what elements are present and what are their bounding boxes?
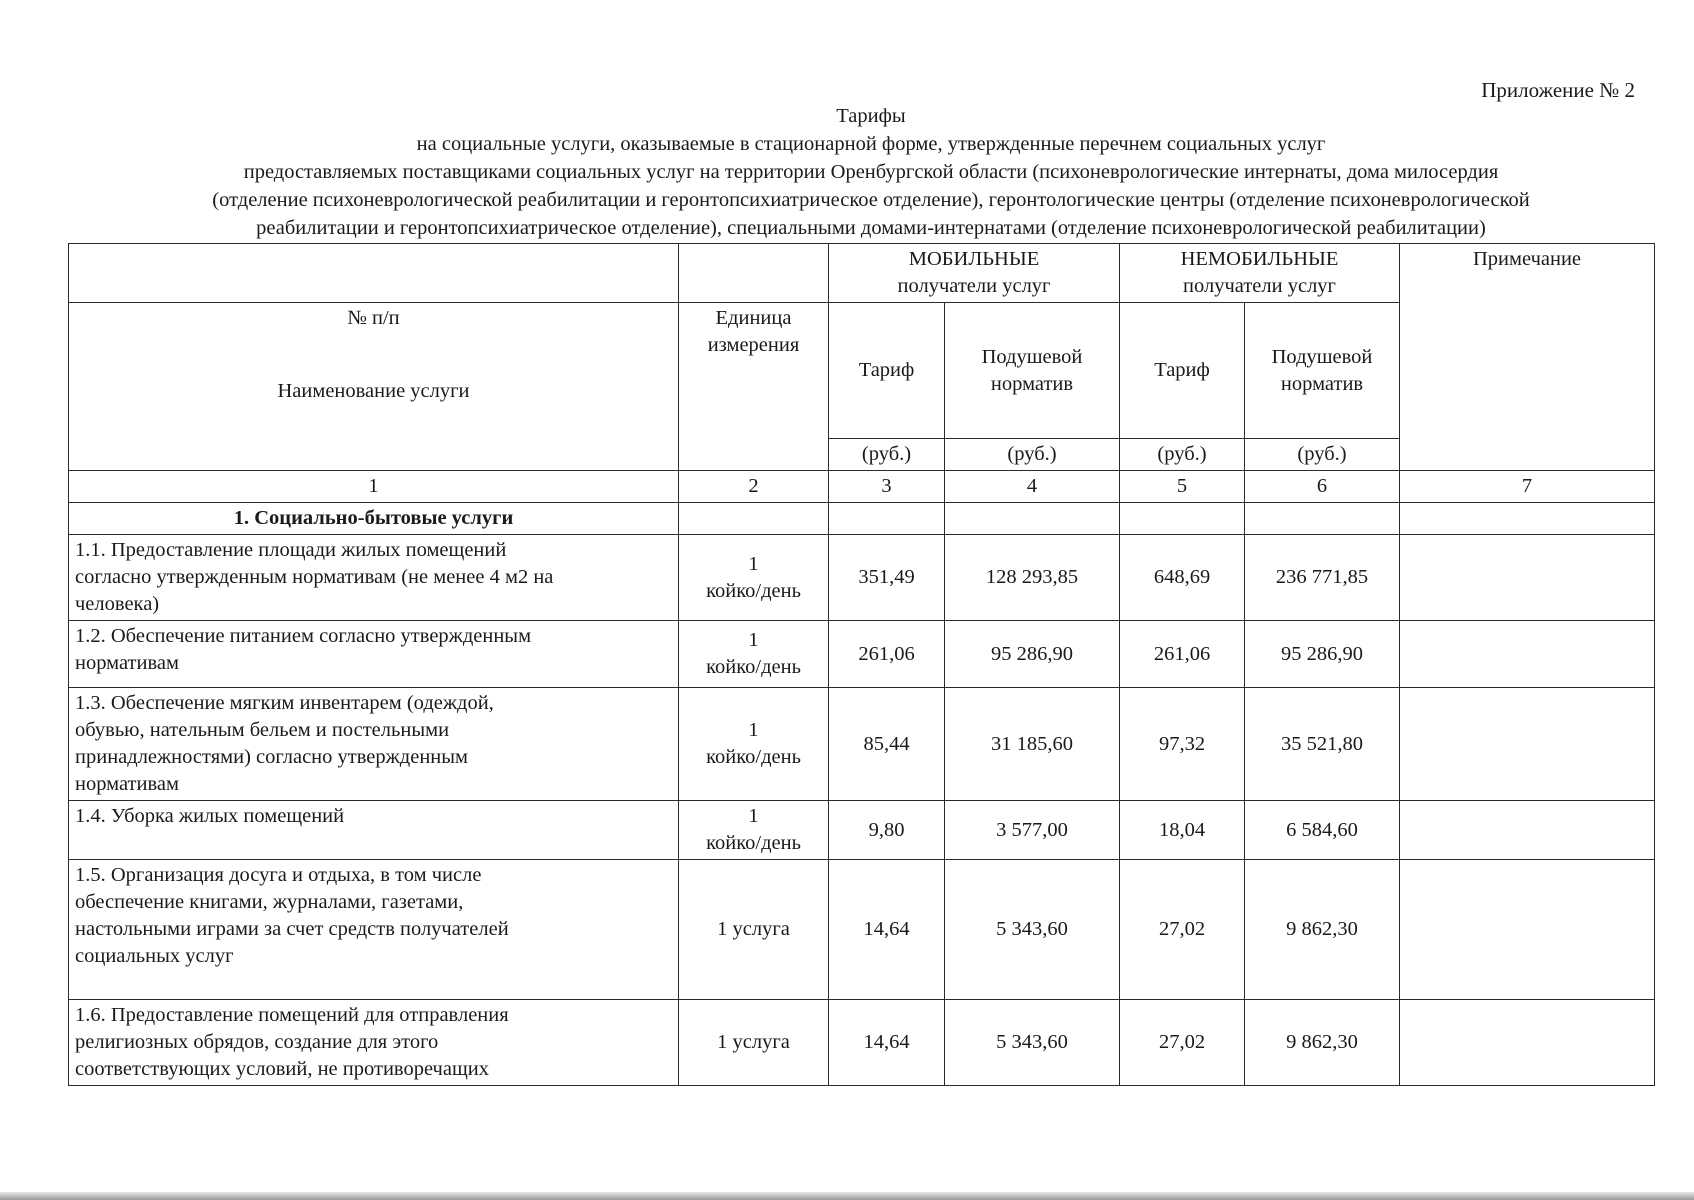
table-row — [69, 535, 1655, 621]
document-title — [60, 102, 1682, 242]
service-unit-line: койко/день — [706, 579, 801, 602]
immobile-tariff: 18,04 — [1120, 801, 1245, 860]
immobile-tariff: 648,69 — [1120, 535, 1245, 621]
title-line: (отделение психоневрологической реабилитации и геронтопсихиатрическое отделение), геронтологические центры (отделение психоневрологической — [212, 189, 1530, 211]
service-name-line: обувью, нательным бельем и постельными — [75, 719, 450, 741]
header-immobile-subtitle: получатели услуг — [1183, 275, 1336, 297]
mobile-norm: 31 185,60 — [945, 688, 1120, 801]
table-row — [69, 688, 1655, 801]
header-rub: (руб.) — [1245, 439, 1400, 471]
table-row — [69, 860, 1655, 1000]
service-unit-line: 1 — [748, 629, 759, 651]
service-name-line: человека) — [75, 593, 160, 615]
title-line: на социальные услуги, оказываемые в стационарной форме, утвержденные перечнем социальных услуг — [416, 133, 1326, 155]
mobile-norm: 128 293,85 — [945, 535, 1120, 621]
service-name-line: 1.4. Уборка жилых помещений — [75, 805, 345, 827]
table-row — [69, 801, 1655, 860]
header-num-label: № п/п — [347, 307, 400, 329]
header-service-name — [69, 303, 679, 471]
tariffs-table — [68, 243, 1655, 1086]
header-empty-cell — [69, 244, 679, 303]
mobile-tariff: 14,64 — [829, 860, 945, 1000]
mobile-tariff: 85,44 — [829, 688, 945, 801]
column-number: 7 — [1400, 471, 1655, 503]
service-unit-line: койко/день — [706, 656, 801, 678]
service-unit-line: 1 — [748, 719, 759, 741]
note-cell — [1400, 688, 1655, 801]
service-name-line: 1.2. Обеспечение питанием согласно утвержденным — [75, 625, 532, 647]
immobile-tariff: 27,02 — [1120, 860, 1245, 1000]
header-service-label: Наименование услуги — [277, 380, 470, 402]
header-empty-cell — [679, 244, 829, 303]
header-unit-line: Единица — [715, 307, 792, 329]
column-number: 2 — [679, 471, 829, 503]
immobile-norm: 35 521,80 — [1245, 688, 1400, 801]
column-number: 1 — [69, 471, 679, 503]
service-name-line: социальных услуг — [75, 945, 234, 967]
empty-cell — [1245, 503, 1400, 535]
service-name-line: согласно утвержденным нормативам (не менее 4 м2 на — [75, 566, 554, 588]
header-mobile-subtitle: получатели услуг — [897, 275, 1051, 297]
table-row — [69, 621, 1655, 688]
header-rub: (руб.) — [1120, 439, 1245, 471]
service-unit — [679, 535, 829, 621]
scan-edge-shadow — [0, 1192, 1694, 1200]
header-immobile-norm — [1245, 303, 1400, 439]
immobile-tariff: 97,32 — [1120, 688, 1245, 801]
service-name-line: 1.1. Предоставление площади жилых помещений — [75, 539, 507, 561]
note-cell — [1400, 801, 1655, 860]
service-unit — [679, 860, 829, 1000]
service-name-line: нормативам — [75, 773, 179, 795]
column-number: 4 — [945, 471, 1120, 503]
mobile-tariff: 9,80 — [829, 801, 945, 860]
table-row — [69, 1000, 1655, 1086]
header-note — [1400, 244, 1655, 471]
header-mobile-title: МОБИЛЬНЫЕ — [908, 248, 1040, 270]
mobile-tariff: 261,06 — [829, 621, 945, 688]
immobile-tariff: 261,06 — [1120, 621, 1245, 688]
immobile-norm: 95 286,90 — [1245, 621, 1400, 688]
note-cell — [1400, 1000, 1655, 1086]
empty-cell — [1120, 503, 1245, 535]
header-mobile — [829, 244, 1120, 303]
header-immobile-title: НЕМОБИЛЬНЫЕ — [1180, 248, 1339, 270]
service-name — [69, 688, 679, 801]
service-name — [69, 535, 679, 621]
service-name-line: религиозных обрядов, создание для этого — [75, 1031, 439, 1053]
immobile-norm: 9 862,30 — [1245, 1000, 1400, 1086]
mobile-tariff: 14,64 — [829, 1000, 945, 1086]
service-unit-line: койко/день — [706, 832, 801, 854]
service-unit-line: 1 услуга — [717, 1031, 790, 1053]
empty-cell — [829, 503, 945, 535]
empty-cell — [945, 503, 1120, 535]
immobile-norm: 9 862,30 — [1245, 860, 1400, 1000]
header-unit — [679, 303, 829, 471]
header-norm-line: норматив — [990, 372, 1074, 395]
service-unit-line: 1 — [748, 805, 759, 827]
note-cell — [1400, 860, 1655, 1000]
header-rub: (руб.) — [945, 439, 1120, 471]
note-cell — [1400, 535, 1655, 621]
header-norm-line: Подушевой — [981, 345, 1083, 368]
service-name-line: 1.6. Предоставление помещений для отправления — [75, 1004, 509, 1026]
header-row-groups — [69, 244, 1655, 303]
header-unit-line: измерения — [707, 334, 800, 356]
section-row — [69, 503, 1655, 535]
header-mobile-tariff: Тариф — [829, 303, 945, 439]
title-line: Тарифы — [836, 105, 906, 127]
title-line: предоставляемых поставщиками социальных услуг на территории Оренбургской области (психоневрологические интернаты, дома милосердия — [243, 161, 1499, 183]
mobile-norm: 95 286,90 — [945, 621, 1120, 688]
service-unit-line: 1 — [748, 552, 759, 575]
note-cell — [1400, 621, 1655, 688]
column-number: 5 — [1120, 471, 1245, 503]
header-mobile-norm — [945, 303, 1120, 439]
header-immobile-tariff: Тариф — [1120, 303, 1245, 439]
header-immobile — [1120, 244, 1400, 303]
service-unit — [679, 801, 829, 860]
immobile-norm: 236 771,85 — [1245, 535, 1400, 621]
mobile-tariff: 351,49 — [829, 535, 945, 621]
immobile-tariff: 27,02 — [1120, 1000, 1245, 1086]
service-unit-line: 1 услуга — [717, 918, 790, 940]
service-unit-line: койко/день — [706, 746, 801, 768]
service-unit — [679, 688, 829, 801]
column-number: 6 — [1245, 471, 1400, 503]
title-line: реабилитации и геронтопсихиатрическое отделение), специальными домами-интернатами (отделение психоневрологической реабилитации) — [256, 217, 1486, 239]
service-name-line: соответствующих условий, не противоречащих — [75, 1058, 489, 1080]
header-norm-line: норматив — [1280, 372, 1364, 395]
service-name-line: нормативам — [75, 652, 179, 674]
column-number: 3 — [829, 471, 945, 503]
service-name — [69, 621, 679, 688]
service-name — [69, 801, 679, 860]
service-name — [69, 1000, 679, 1086]
mobile-norm: 5 343,60 — [945, 1000, 1120, 1086]
mobile-norm: 5 343,60 — [945, 860, 1120, 1000]
header-rub: (руб.) — [829, 439, 945, 471]
empty-cell — [1400, 503, 1655, 535]
immobile-norm: 6 584,60 — [1245, 801, 1400, 860]
service-name — [69, 860, 679, 1000]
service-name-line: 1.3. Обеспечение мягким инвентарем (одеждой, — [75, 692, 494, 714]
service-name-line: 1.5. Организация досуга и отдыха, в том числе — [75, 864, 482, 886]
service-name-line: принадлежностями) согласно утвержденным — [75, 746, 469, 768]
empty-cell — [679, 503, 829, 535]
service-name-line: обеспечение книгами, журналами, газетами, — [75, 891, 464, 913]
mobile-norm: 3 577,00 — [945, 801, 1120, 860]
appendix-label: Приложение № 2 — [1481, 78, 1635, 102]
header-note-label: Примечание — [1472, 248, 1582, 270]
service-unit — [679, 621, 829, 688]
service-unit — [679, 1000, 829, 1086]
service-name-line: настольными играми за счет средств получателей — [75, 918, 509, 940]
header-norm-line: Подушевой — [1271, 345, 1373, 368]
column-number-row — [69, 471, 1655, 503]
section-title: 1. Социально-бытовые услуги — [69, 503, 679, 535]
